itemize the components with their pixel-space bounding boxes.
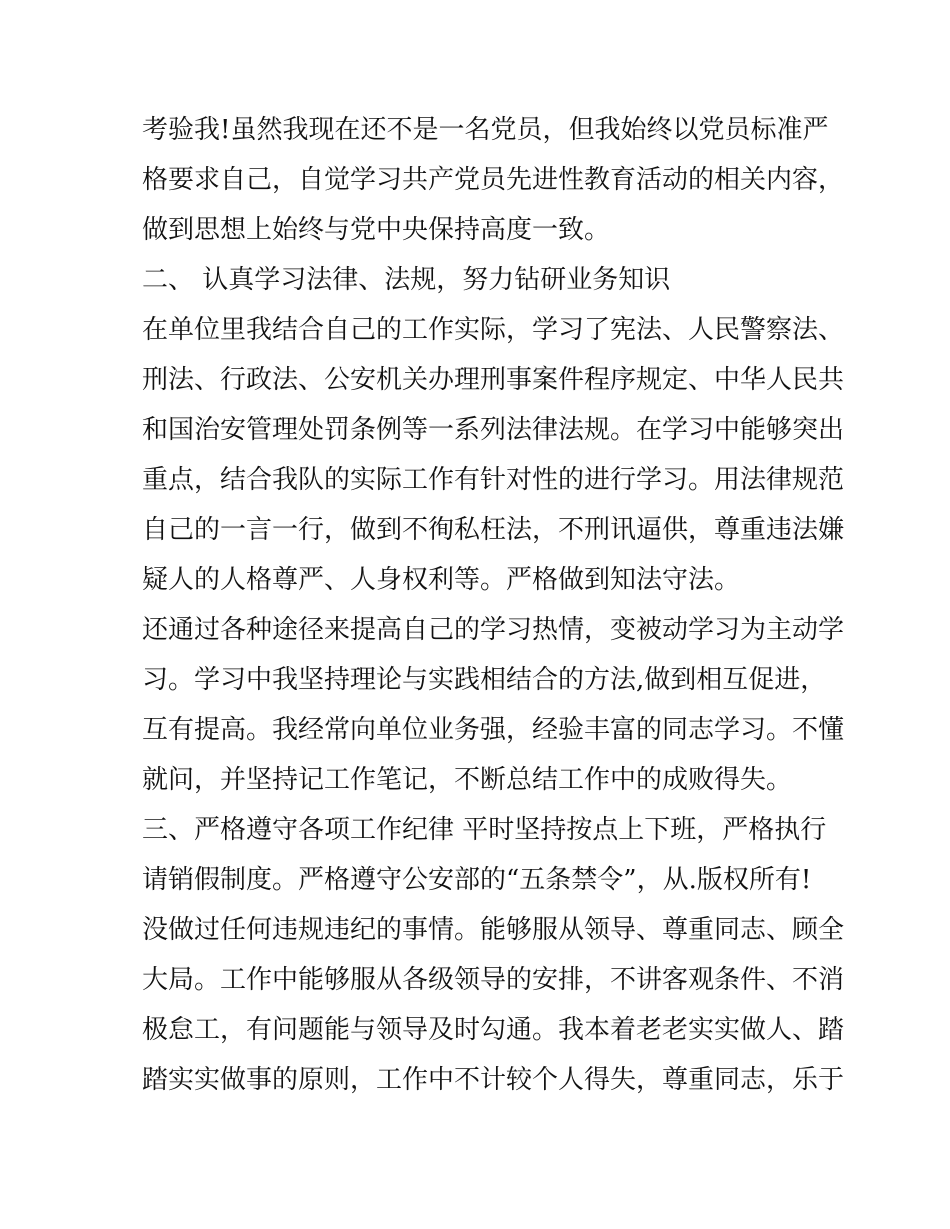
text-line: 还通过各种途径来提高自己的学习热情，变被动学习为主动学	[142, 615, 845, 645]
text-line: 在单位里我结合自己的工作实际，学习了宪法、人民警察法、	[142, 315, 845, 345]
text-line: 互有提高。我经常向单位业务强，经验丰富的同志学习。不懂	[142, 715, 845, 745]
section-heading: 二、 认真学习法律、法规，努力钻研业务知识	[142, 265, 671, 295]
text-line: 踏实实做事的原则，工作中不计较个人得失，尊重同志，乐于	[142, 1065, 845, 1095]
text-line: 大局。工作中能够服从各级领导的安排，不讲客观条件、不消	[142, 965, 845, 995]
text-line: 自己的一言一行，做到不徇私枉法，不刑讯逼供，尊重违法嫌	[142, 515, 845, 545]
text-line: 和国治安管理处罚条例等一系列法律法规。在学习中能够突出	[142, 415, 845, 445]
text-line: 请销假制度。严格遵守公安部的“五条禁令”，从.版权所有!	[142, 865, 812, 895]
text-line: 就问，并坚持记工作笔记，不断总结工作中的成败得失。	[142, 765, 793, 795]
text-line: 考验我!虽然我现在还不是一名党员，但我始终以党员标准严	[142, 115, 829, 145]
text-line: 疑人的人格尊严、人身权利等。严格做到知法守法。	[142, 565, 741, 595]
text-line: 习。学习中我坚持理论与实践相结合的方法,做到相互促进，	[142, 665, 827, 695]
text-line: 格要求自己，自觉学习共产党员先进性教育活动的相关内容，	[142, 165, 845, 195]
text-line: 重点，结合我队的实际工作有针对性的进行学习。用法律规范	[142, 465, 845, 495]
text-line: 做到思想上始终与党中央保持高度一致。	[142, 215, 611, 245]
text-line: 刑法、行政法、公安机关办理刑事案件程序规定、中华人民共	[142, 365, 845, 395]
text-line: 极怠工，有问题能与领导及时勾通。我本着老老实实做人、踏	[142, 1015, 845, 1045]
section-heading: 三、严格遵守各项工作纪律 平时坚持按点上下班，严格执行	[142, 815, 827, 845]
text-line: 没做过任何违规违纪的事情。能够服从领导、尊重同志、顾全	[142, 915, 845, 945]
